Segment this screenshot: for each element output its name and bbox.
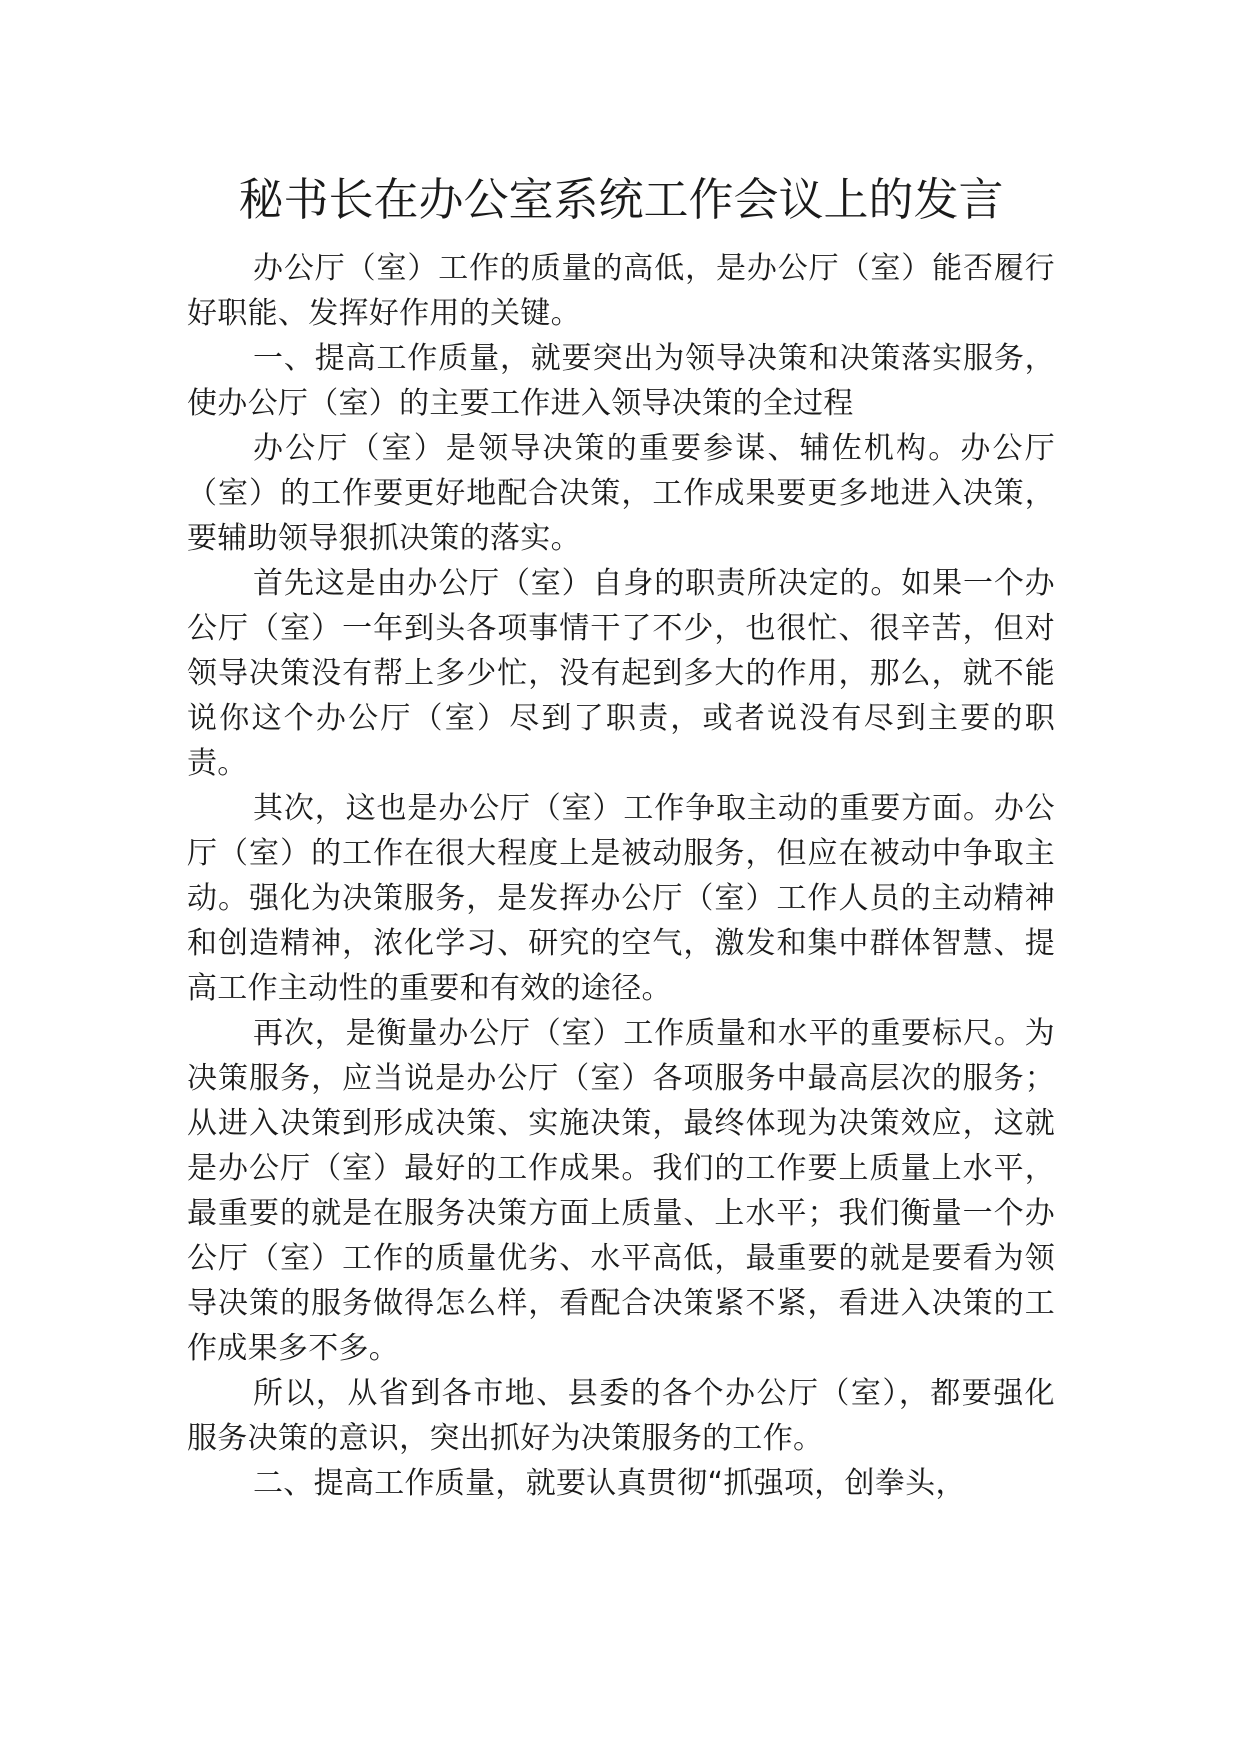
paragraph-role: 办公厅（室）是领导决策的重要参谋、辅佐机构。办公厅（室）的工作要更好地配合决策，工作成果要更多地进入决策，要辅助领导狠抓决策的落实。 [187, 431, 1055, 556]
document-title: 秘书长在办公室系统工作会议上的发言 [238, 173, 1004, 226]
paragraph-second: 其次，这也是办公厅（室）工作争取主动的重要方面。办公厅（室）的工作在很大程度上是被动服务，但应在被动中争取主动。强化为决策服务，是发挥办公厅（室）工作人员的主动精神和创造精神，浓化学习、研究的空气，激发和集中群体智慧、提高工作主动性的重要和有效的途径。 [187, 791, 1055, 1006]
paragraph-conclusion: 所以，从省到各市地、县委的各个办公厅（室），都要强化服务决策的意识，突出抓好为决策服务的工作。 [187, 1376, 1055, 1456]
document-page [187, 168, 1055, 1506]
section-heading-2: 二、提高工作质量，就要认真贯彻“抓强项，创拳头， [253, 1466, 966, 1501]
paragraph-intro: 办公厅（室）工作的质量的高低，是办公厅（室）能否履行好职能、发挥好作用的关键。 [187, 251, 1055, 331]
section-heading-1: 一、提高工作质量，就要突出为领导决策和决策落实服务，使办公厅（室）的主要工作进入领导决策的全过程 [187, 341, 1055, 421]
paragraph-first: 首先这是由办公厅（室）自身的职责所决定的。如果一个办公厅（室）一年到头各项事情干了不少，也很忙、很辛苦，但对领导决策没有帮上多少忙，没有起到多大的作用，那么，就不能说你这个办公厅（室）尽到了职责，或者说没有尽到主要的职责。 [187, 566, 1055, 781]
paragraph-third: 再次，是衡量办公厅（室）工作质量和水平的重要标尺。为决策服务，应当说是办公厅（室）各项服务中最高层次的服务；从进入决策到形成决策、实施决策，最终体现为决策效应，这就是办公厅（室）最好的工作成果。我们的工作要上质量上水平，最重要的就是在服务决策方面上质量、上水平；我们衡量一个办公厅（室）工作的质量优劣、水平高低，最重要的就是要看为领导决策的服务做得怎么样，看配合决策紧不紧，看进入决策的工作成果多不多。 [187, 1016, 1055, 1366]
